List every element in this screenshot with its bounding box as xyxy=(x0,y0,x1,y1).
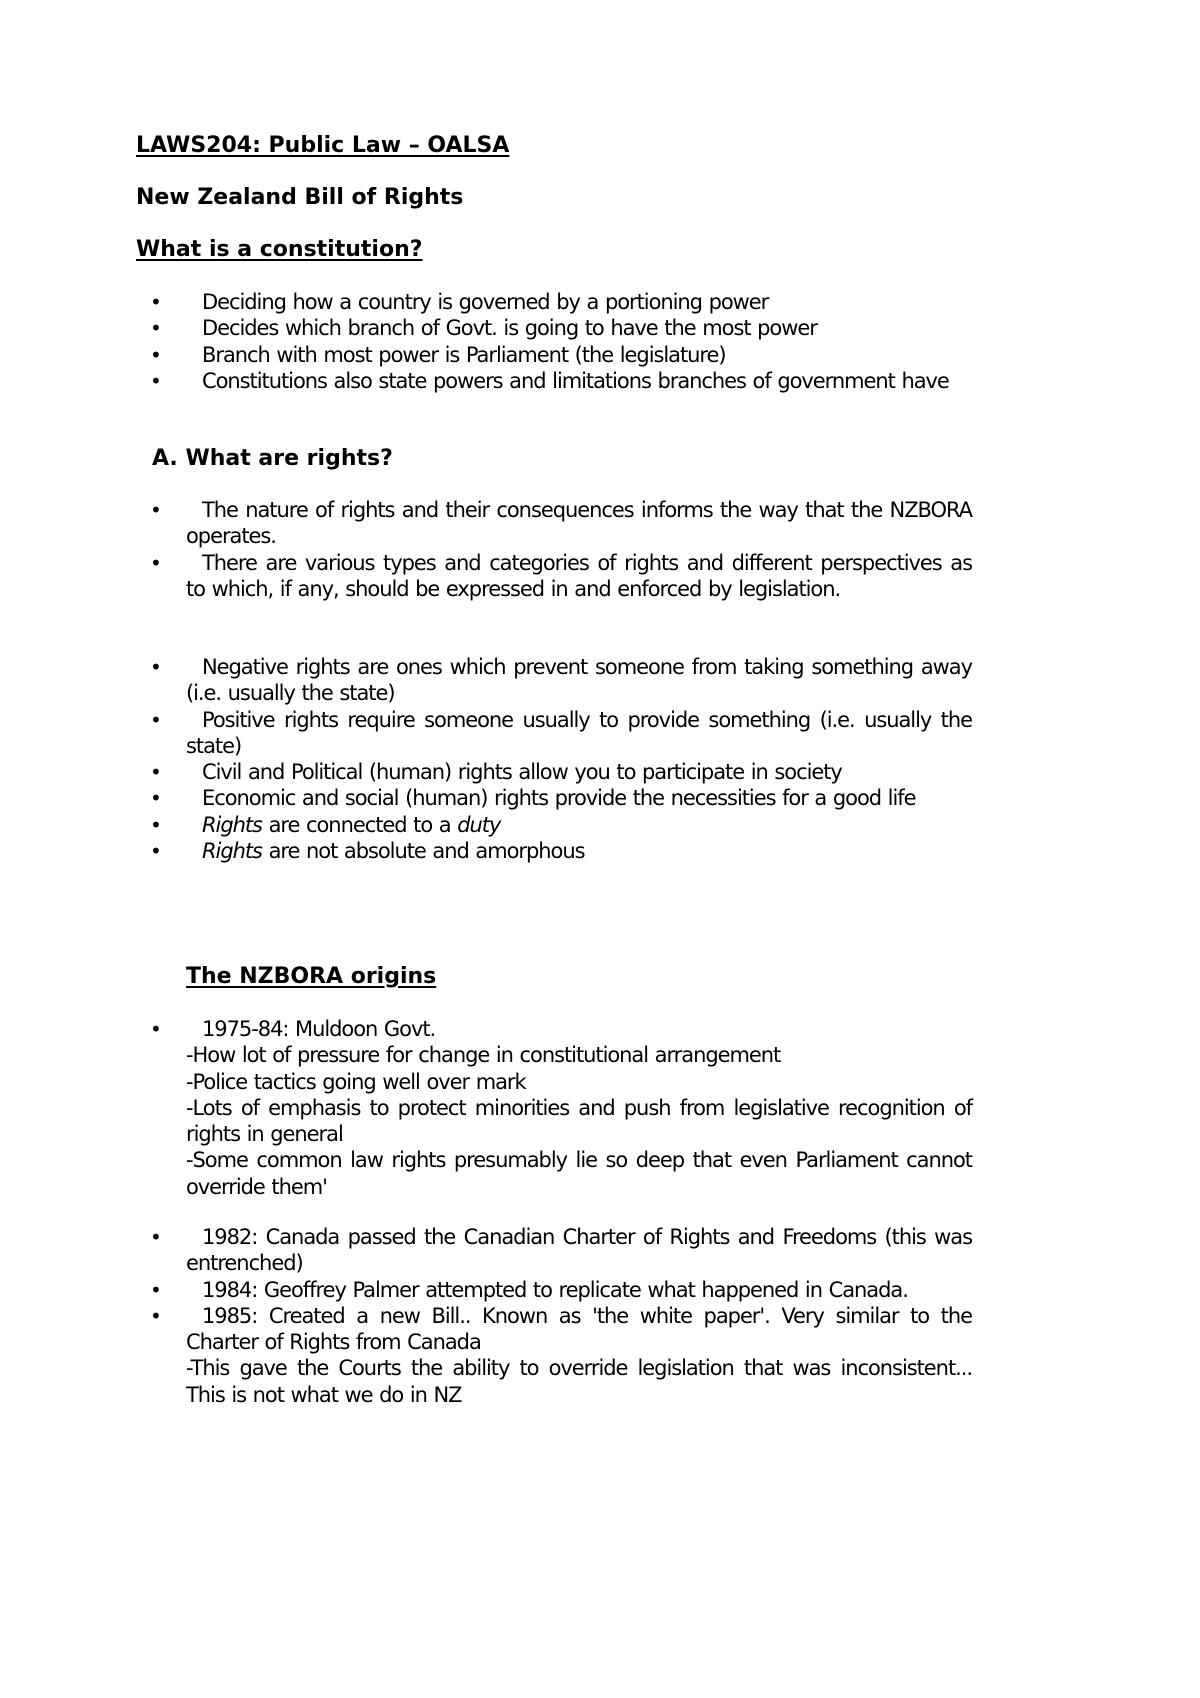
list-item-text: 1984: Geoffrey Palmer attempted to replicate what happened in Canada. xyxy=(202,1277,908,1302)
italic-term: Rights xyxy=(202,839,262,864)
bullet-icon: • xyxy=(150,655,162,679)
sub-point: -Some common law rights presumably lie so deep that even Parliament cannot override them' xyxy=(186,1148,972,1199)
list-item xyxy=(136,1277,972,1303)
origins-bullet-list-2 xyxy=(136,1224,972,1408)
list-item-text: 1985: Created a new Bill.. Known as 'the white paper'. Very similar to the Charter of Rights from Canada xyxy=(186,1303,972,1355)
bullet-icon: • xyxy=(150,786,162,811)
bullet-icon: • xyxy=(150,550,162,575)
list-item-text: There are various types and categories of rights and different perspectives as to which, if any, should be expressed in and enforced by legislation. xyxy=(186,550,972,601)
bullet-icon: • xyxy=(150,839,162,864)
list-item xyxy=(136,759,972,785)
list-item-text: Branch with most power is Parliament (the legislature) xyxy=(202,342,726,367)
bullet-icon: • xyxy=(150,1277,162,1302)
list-item-text: are not absolute and amorphous xyxy=(261,839,585,864)
constitution-bullet-list xyxy=(136,289,972,394)
bullet-icon: • xyxy=(150,316,162,341)
bullet-icon: • xyxy=(150,1225,162,1249)
bullet-icon: • xyxy=(150,760,162,785)
list-item xyxy=(136,289,972,315)
bullet-icon: • xyxy=(150,290,162,314)
rights-bullet-list-2 xyxy=(136,654,972,864)
sub-point: -This gave the Courts the ability to override legislation that was inconsistent... This is not what we do in NZ xyxy=(186,1356,972,1407)
list-item-text: 1975-84: Muldoon Govt. xyxy=(202,1017,436,1041)
list-item-text: Constitutions also state powers and limitations branches of government have xyxy=(202,368,949,393)
list-item xyxy=(136,812,972,838)
list-item xyxy=(136,654,972,707)
sub-point: -Lots of emphasis to protect minorities and push from legislative recognition of rights in general xyxy=(186,1095,972,1147)
section-heading-constitution: What is a constitution? xyxy=(136,237,423,262)
course-title: LAWS204: Public Law – OALSA xyxy=(136,133,510,158)
list-item-text: The nature of rights and their consequences informs the way that the NZBORA operates. xyxy=(186,498,972,549)
list-item xyxy=(136,315,972,341)
list-item-text: are connected to a xyxy=(261,812,458,837)
list-item xyxy=(136,1224,972,1277)
list-item-text: 1982: Canada passed the Canadian Charter of Rights and Freedoms (this was entrenched) xyxy=(186,1225,972,1276)
topic-title: New Zealand Bill of Rights xyxy=(136,185,464,210)
list-item xyxy=(136,368,972,394)
bullet-icon: • xyxy=(150,368,162,393)
origins-bullet-list-1 xyxy=(136,1016,972,1200)
list-item xyxy=(136,785,972,811)
bullet-icon: • xyxy=(150,812,162,837)
bullet-icon: • xyxy=(150,1303,162,1328)
list-item xyxy=(136,1303,972,1356)
bullet-icon: • xyxy=(150,498,162,522)
list-item xyxy=(136,550,972,603)
sub-point: -How lot of pressure for change in constitutional arrangement xyxy=(186,1043,781,1068)
list-item xyxy=(136,497,972,550)
list-item xyxy=(136,838,972,864)
italic-term: Rights xyxy=(202,812,262,837)
sub-point: -Police tactics going well over mark xyxy=(186,1069,526,1094)
section-heading-nzbora-origins: The NZBORA origins xyxy=(186,964,437,989)
list-item-text: Positive rights require someone usually to provide something (i.e. usually the state) xyxy=(186,707,972,758)
list-item-text: Economic and social (human) rights provide the necessities for a good life xyxy=(202,786,916,811)
list-item xyxy=(136,707,972,760)
list-item-text: Civil and Political (human) rights allow you to participate in society xyxy=(202,760,842,785)
bullet-icon: • xyxy=(150,1017,162,1041)
bullet-icon: • xyxy=(150,342,162,367)
italic-term: duty xyxy=(457,812,501,837)
bullet-icon: • xyxy=(150,707,162,732)
section-heading-rights: A. What are rights? xyxy=(152,446,393,471)
list-item xyxy=(136,342,972,368)
list-item-text: Negative rights are ones which prevent someone from taking something away (i.e. usually the state) xyxy=(186,655,972,706)
list-item-text: Decides which branch of Govt. is going to have the most power xyxy=(202,316,817,341)
list-item-text: Deciding how a country is governed by a portioning power xyxy=(202,290,769,314)
list-item xyxy=(136,1016,972,1042)
rights-bullet-list-1 xyxy=(136,497,972,602)
